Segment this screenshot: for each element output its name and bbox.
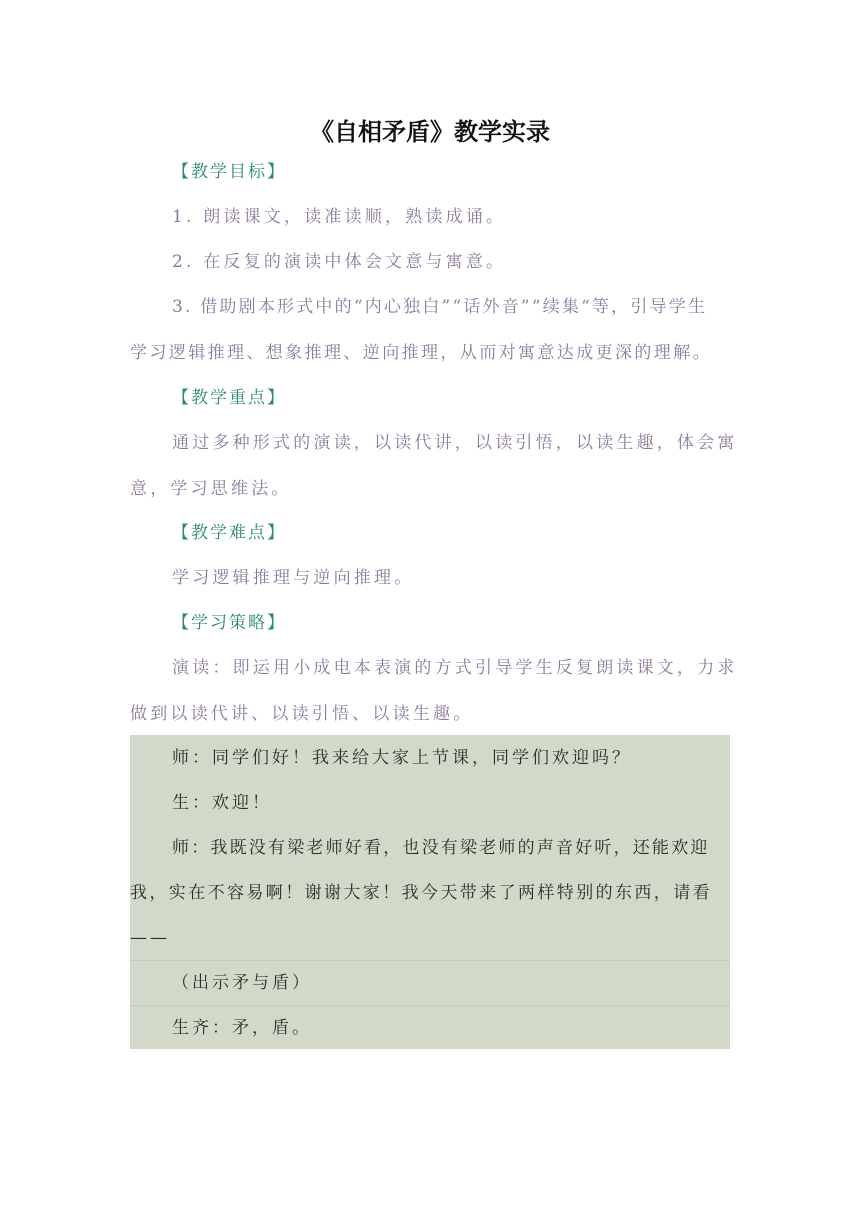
key-points-line-2: 意，学习思维法。: [130, 479, 292, 499]
difficulties-line-1: 学习逻辑推理与逆向推理。: [172, 568, 415, 588]
difficulties-heading: 【教学难点】: [172, 523, 286, 543]
dialog-line-students-1: 生：欢迎！: [172, 793, 272, 813]
strategy-line-2: 做到以读代讲、以读引悟、以读生趣。: [130, 704, 474, 724]
key-points-heading: 【教学重点】: [172, 388, 286, 408]
objective-item-1: 1. 朗读课文，读准读顺，熟读成诵。: [172, 207, 507, 227]
strategy-heading: 【学习策略】: [172, 613, 286, 633]
row-separator: [130, 1005, 730, 1006]
strategy-line-1: 演读：即运用小成电本表演的方式引导学生反复朗读课文，力求: [172, 658, 738, 678]
objective-item-2: 2. 在反复的演读中体会文意与寓意。: [172, 252, 507, 272]
key-points-line-1: 通过多种形式的演读，以读代讲，以读引悟，以读生趣，体会寓: [172, 433, 738, 453]
dialog-line-teacher-2c: ——: [130, 928, 170, 948]
dialog-line-teacher-2b: 我，实在不容易啊！谢谢大家！我今天带来了两样特别的东西，请看: [130, 883, 712, 903]
dialog-line-show-props: （出示矛与盾）: [172, 973, 312, 993]
dialog-line-teacher-1: 师：同学们好！我来给大家上节课，同学们欢迎吗？: [172, 748, 632, 768]
dialog-line-teacher-2a: 师：我既没有梁老师好看，也没有梁老师的声音好听，还能欢迎: [172, 838, 710, 858]
objective-item-3-line-2: 学习逻辑推理、想象推理、逆向推理，从而对寓意达成更深的理解。: [130, 343, 712, 363]
objective-item-3-line-1: 3. 借助剧本形式中的“内心独白”“话外音”“续集“等，引导学生: [172, 297, 708, 317]
document-title: 《自相矛盾》教学实录: [310, 118, 550, 146]
row-separator: [130, 960, 730, 961]
objectives-heading: 【教学目标】: [172, 162, 286, 182]
dialog-line-students-2: 生齐：矛，盾。: [172, 1018, 312, 1038]
